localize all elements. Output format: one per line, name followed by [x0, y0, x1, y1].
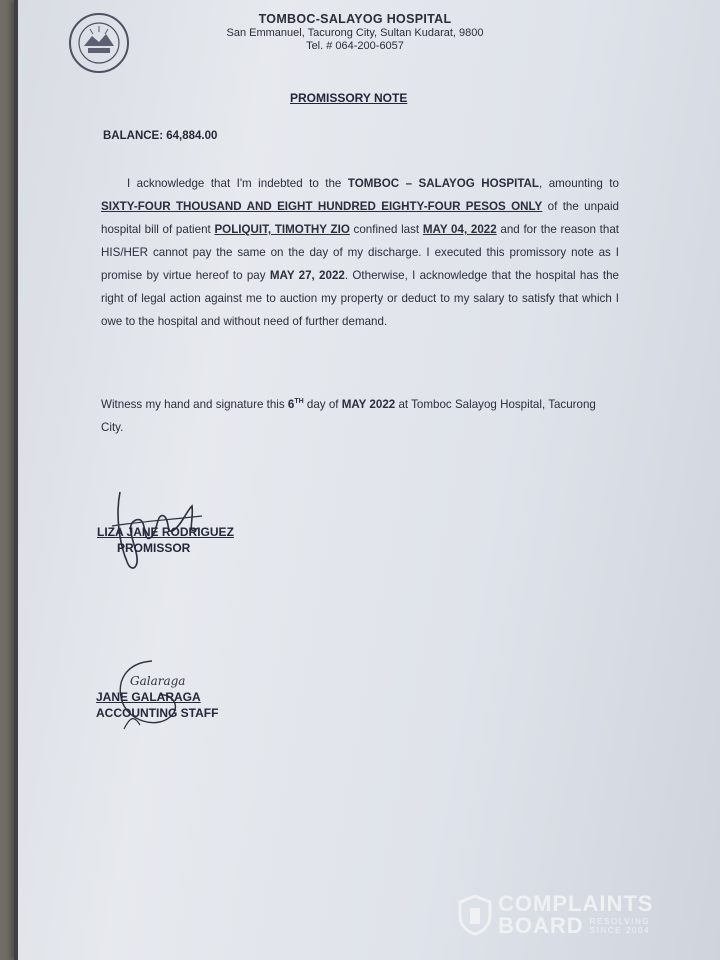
document-page [14, 0, 720, 960]
watermark-line1: COMPLAINTS [498, 891, 654, 916]
hospital-address: San Emmanuel, Tacurong City, Sultan Kudarat, 9800 [226, 27, 484, 39]
hospital-seal-icon [68, 12, 130, 74]
text-run: . Otherwise, I acknowledge that the hospital has the right of legal action against me to auction my property or deduct to my salary to satisfy that which I owe to the hospital and without need of further demand. [101, 269, 619, 328]
letterhead [200, 12, 510, 52]
text-run: I acknowledge that I'm indebted to the [127, 177, 348, 190]
accounting-signature-text: Galaraga [130, 674, 186, 688]
promissor-block [97, 525, 234, 555]
witness-paragraph [101, 390, 621, 439]
hospital-telephone: Tel. # 064-200-6057 [306, 40, 404, 52]
confinement-date: MAY 04, 2022 [422, 223, 497, 236]
hospital-name-inline: TOMBOC – SALAYOG HOSPITAL [347, 177, 540, 190]
witness-day [288, 398, 304, 411]
patient-name: POLIQUIT, TIMOTHY ZIO [214, 223, 350, 236]
watermark-tag1: RESOLVING [589, 917, 651, 926]
witness-month-year: MAY 2022 [341, 397, 396, 411]
page-edge [14, 0, 18, 960]
promissor-role: PROMISSOR [117, 541, 191, 555]
watermark-tag2: SINCE 2004 [589, 926, 651, 935]
document-title: PROMISSORY NOTE [290, 91, 408, 105]
accounting-block [96, 690, 218, 720]
text-run: Witness my hand and signature this [101, 397, 288, 411]
amount-in-words: SIXTY-FOUR THOUSAND AND EIGHT HUNDRED EIGHTY-FOUR PESOS ONLY [101, 200, 543, 213]
shield-logo-icon [458, 894, 492, 936]
promissor-name: LIZA JANE RODRIGUEZ [97, 525, 234, 539]
balance-line: BALANCE: 64,884.00 [103, 130, 218, 142]
complaints-board-watermark [458, 893, 653, 937]
text-run: confined last [349, 223, 423, 236]
text-run: day of [303, 397, 342, 411]
accounting-role: ACCOUNTING STAFF [96, 706, 219, 720]
watermark-tagline [590, 917, 651, 935]
acknowledgement-paragraph [101, 172, 619, 333]
text-run: of the unpaid hospital bill of patient [101, 200, 620, 236]
text-run: , amounting to [539, 177, 619, 190]
watermark-line2: BOARD [498, 913, 584, 938]
hospital-name: TOMBOC-SALAYOG HOSPITAL [258, 12, 452, 26]
text-run: at Tomboc Salayog Hospital, Tacurong City. [101, 397, 596, 434]
day-suffix: TH [294, 398, 304, 405]
payment-due-date: MAY 27, 2022 [269, 269, 345, 282]
accounting-name: JANE GALARAGA [96, 690, 201, 704]
text-run: and for the reason that HIS/HER cannot pay the same on the day of my discharge. I executed this promissory note as I promise by virtue hereof to pay [101, 223, 620, 282]
day-number: 6 [287, 397, 295, 411]
